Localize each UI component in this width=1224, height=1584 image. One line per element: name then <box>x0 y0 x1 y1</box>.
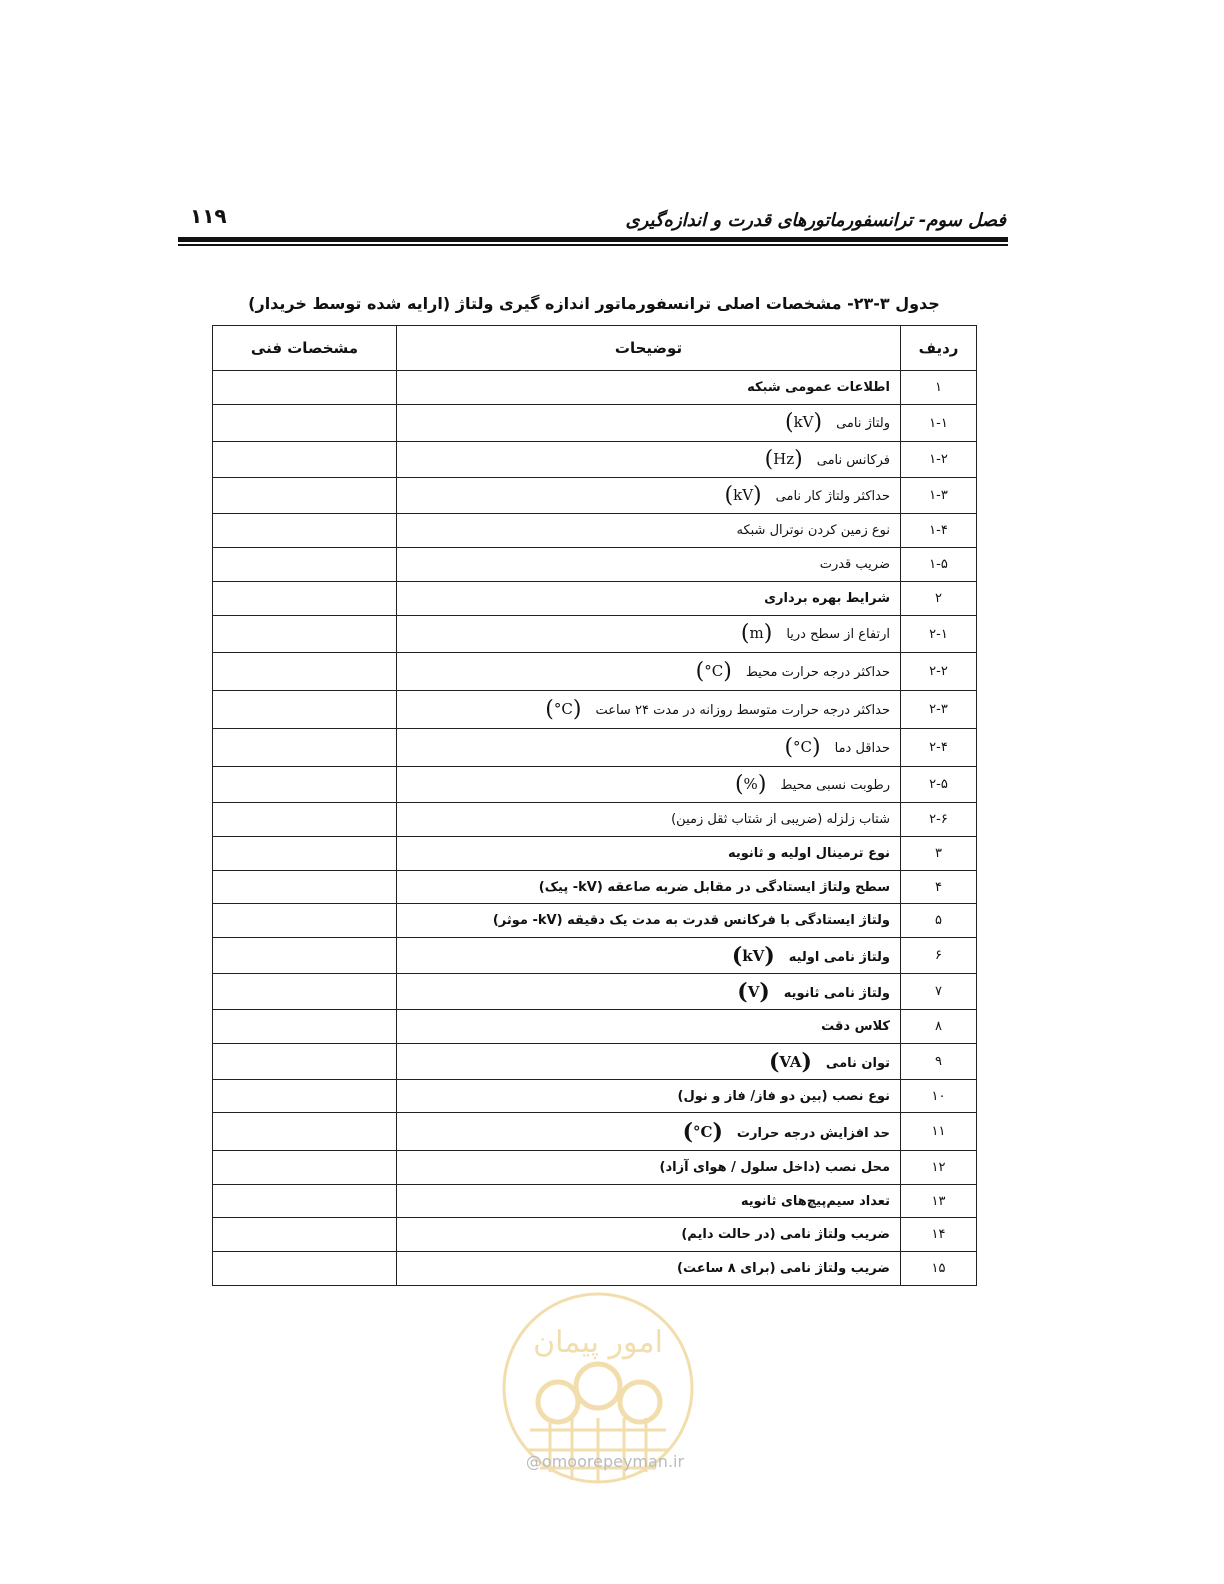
row-description-text: ولتاژ نامی <box>836 416 890 431</box>
row-technical-spec <box>213 938 397 974</box>
column-header-technical-specs: مشخصات فنی <box>213 326 397 371</box>
row-number: ۱۳ <box>901 1185 977 1218</box>
unit-label: (VA) <box>768 1048 812 1075</box>
row-technical-spec <box>213 1151 397 1185</box>
row-technical-spec <box>213 478 397 514</box>
row-technical-spec <box>213 616 397 653</box>
row-technical-spec <box>213 582 397 616</box>
unit-label: (Hz) <box>764 446 803 472</box>
row-description <box>397 1010 901 1044</box>
table-row <box>213 478 977 514</box>
row-description <box>397 514 901 548</box>
table-row <box>213 371 977 405</box>
header-rule <box>178 237 1008 242</box>
table-row <box>213 405 977 442</box>
unit-label: (kV) <box>784 410 823 435</box>
row-description <box>397 405 901 442</box>
table-row <box>213 938 977 974</box>
row-description-text: رطوبت نسبی محیط <box>780 777 890 793</box>
row-number: ۱۰ <box>901 1080 977 1113</box>
column-header-description: توضیحات <box>397 326 901 371</box>
table-row <box>213 1185 977 1218</box>
row-description-text: ارتفاع از سطح دریا <box>786 627 890 642</box>
table-row <box>213 548 977 582</box>
row-description-text: تعداد سیم‌پیچ‌های ثانویه <box>740 1193 890 1209</box>
table-row <box>213 837 977 871</box>
unit-value: °C <box>793 737 813 756</box>
spec-table <box>212 325 977 1286</box>
row-description-text: نوع نصب (بین دو فاز/ فاز و نول) <box>677 1088 890 1104</box>
unit-label: (kV) <box>731 942 775 969</box>
row-description <box>397 837 901 871</box>
row-description <box>397 974 901 1010</box>
row-description-text: سطح ولتاژ ایستادگی در مقابل ضربه صاعقه (kV- پیک) <box>538 879 890 895</box>
row-description <box>397 1185 901 1218</box>
table-row <box>213 514 977 548</box>
row-technical-spec <box>213 653 397 691</box>
table-row <box>213 1113 977 1151</box>
row-technical-spec <box>213 729 397 767</box>
row-number: ۶ <box>901 938 977 974</box>
row-number: ۱-۲ <box>901 442 977 478</box>
row-technical-spec <box>213 1080 397 1113</box>
row-description <box>397 691 901 729</box>
row-number: ۳ <box>901 837 977 871</box>
row-description <box>397 371 901 405</box>
row-technical-spec <box>213 1010 397 1044</box>
row-description <box>397 442 901 478</box>
table-row <box>213 1044 977 1080</box>
watermark-logo-text: امور پیمان <box>533 1325 663 1360</box>
row-technical-spec <box>213 904 397 938</box>
row-technical-spec <box>213 837 397 871</box>
row-number: ۱-۳ <box>901 478 977 514</box>
unit-label: (%) <box>734 771 767 797</box>
unit-label: (m) <box>740 621 773 646</box>
row-technical-spec <box>213 803 397 837</box>
table-row <box>213 767 977 803</box>
row-number: ۲-۱ <box>901 616 977 653</box>
table-row <box>213 1010 977 1044</box>
table-row <box>213 871 977 904</box>
table-row <box>213 904 977 938</box>
header-rule-thin <box>178 244 1008 246</box>
row-description <box>397 653 901 691</box>
row-description-text: ولتاژ نامی ثانویه <box>783 985 890 1001</box>
row-description-text: شرایط بهره برداری <box>764 591 890 606</box>
table-row <box>213 691 977 729</box>
row-technical-spec <box>213 1113 397 1151</box>
row-description <box>397 548 901 582</box>
table-row <box>213 1080 977 1113</box>
row-description <box>397 767 901 803</box>
row-number: ۹ <box>901 1044 977 1080</box>
row-technical-spec <box>213 974 397 1010</box>
row-number: ۲ <box>901 582 977 616</box>
row-description <box>397 871 901 904</box>
row-number: ۴ <box>901 871 977 904</box>
row-technical-spec <box>213 1252 397 1286</box>
row-description <box>397 1113 901 1151</box>
unit-value: kV <box>733 485 754 504</box>
row-number: ۲-۲ <box>901 653 977 691</box>
row-description-text: نوع ترمینال اولیه و ثانویه <box>727 846 890 861</box>
row-number: ۱ <box>901 371 977 405</box>
table-row <box>213 442 977 478</box>
row-technical-spec <box>213 1044 397 1080</box>
table-row <box>213 582 977 616</box>
row-technical-spec <box>213 442 397 478</box>
table-caption: جدول ۳-۲۳- مشخصات اصلی ترانسفورماتور اندازه گیری ولتاژ (ارایه شده توسط خریدار) <box>248 294 940 313</box>
row-description-text: حداکثر ولتاژ کار نامی <box>775 488 890 504</box>
row-description-text: ضریب ولتاژ نامی (در حالت دایم) <box>681 1227 890 1242</box>
row-description-text: حداقل دما <box>834 740 890 756</box>
row-technical-spec <box>213 1218 397 1252</box>
row-description <box>397 904 901 938</box>
row-number: ۱۵ <box>901 1252 977 1286</box>
column-header-row-number: ردیف <box>901 326 977 371</box>
row-description <box>397 1151 901 1185</box>
row-description <box>397 1044 901 1080</box>
table-row <box>213 974 977 1010</box>
row-description-text: ضریب ولتاژ نامی (برای ۸ ساعت) <box>677 1261 890 1276</box>
unit-value: V <box>747 982 760 1001</box>
unit-label: (°C) <box>545 696 582 722</box>
table-row <box>213 1218 977 1252</box>
row-number: ۷ <box>901 974 977 1010</box>
unit-value: % <box>743 774 758 793</box>
row-number: ۲-۴ <box>901 729 977 767</box>
row-description-text: فرکانس نامی <box>816 452 890 468</box>
unit-value: m <box>749 624 764 642</box>
unit-value: °C <box>693 1122 713 1141</box>
row-description <box>397 1252 901 1286</box>
table-row <box>213 653 977 691</box>
row-description <box>397 478 901 514</box>
row-description <box>397 582 901 616</box>
row-number: ۱-۵ <box>901 548 977 582</box>
row-number: ۸ <box>901 1010 977 1044</box>
unit-label: (°C) <box>695 658 732 684</box>
table-row <box>213 1151 977 1185</box>
unit-label: (°C) <box>682 1118 723 1145</box>
row-number: ۱۴ <box>901 1218 977 1252</box>
row-description-text: ولتاژ نامی اولیه <box>788 949 890 965</box>
row-description-text: ولتاژ ایستادگی با فرکانس قدرت به مدت یک دقیقه (kV- موثر) <box>492 913 890 928</box>
row-number: ۱۲ <box>901 1151 977 1185</box>
unit-value: VA <box>779 1052 802 1071</box>
row-description-text: حداکثر درجه حرارت محیط <box>745 664 890 680</box>
row-number: ۱۱ <box>901 1113 977 1151</box>
unit-value: °C <box>704 661 724 680</box>
row-technical-spec <box>213 691 397 729</box>
row-description-text: ضریب قدرت <box>819 557 890 572</box>
row-number: ۵ <box>901 904 977 938</box>
row-technical-spec <box>213 767 397 803</box>
unit-label: (kV) <box>724 482 762 508</box>
row-description-text: حداکثر درجه حرارت متوسط روزانه در مدت ۲۴ ساعت <box>595 702 890 718</box>
row-description-text: کلاس دقت <box>821 1019 890 1034</box>
row-number: ۲-۶ <box>901 803 977 837</box>
row-technical-spec <box>213 371 397 405</box>
row-description <box>397 729 901 767</box>
table-row <box>213 1252 977 1286</box>
unit-value: kV <box>793 413 814 431</box>
watermark-url: @omoorepeyman.ir <box>525 1452 685 1471</box>
row-description-text: اطلاعات عمومی شبکه <box>747 380 890 395</box>
row-description <box>397 803 901 837</box>
unit-value: Hz <box>773 449 795 468</box>
row-description <box>397 1218 901 1252</box>
unit-label: (°C) <box>784 734 821 760</box>
unit-value: °C <box>553 699 573 718</box>
row-description-text: شتاب زلزله (ضریبی از شتاب ثقل زمین) <box>671 812 890 827</box>
row-technical-spec <box>213 1185 397 1218</box>
row-number: ۱-۴ <box>901 514 977 548</box>
table-header-row <box>213 326 977 371</box>
row-description <box>397 938 901 974</box>
row-description <box>397 616 901 653</box>
table-row <box>213 803 977 837</box>
table-row <box>213 616 977 653</box>
table-row <box>213 729 977 767</box>
row-technical-spec <box>213 871 397 904</box>
running-head: فصل سوم- ترانسفورماتورهای قدرت و اندازه‌گیری <box>625 210 1006 231</box>
row-technical-spec <box>213 548 397 582</box>
row-description-text: حد افزایش درجه حرارت <box>736 1125 890 1141</box>
row-description-text: توان نامی <box>825 1055 890 1071</box>
row-number: ۱-۱ <box>901 405 977 442</box>
unit-label: (V) <box>737 978 770 1005</box>
row-description <box>397 1080 901 1113</box>
row-description-text: نوع زمین کردن نوترال شبکه <box>736 523 890 538</box>
row-number: ۲-۳ <box>901 691 977 729</box>
row-number: ۲-۵ <box>901 767 977 803</box>
unit-value: kV <box>742 946 765 965</box>
row-technical-spec <box>213 514 397 548</box>
row-technical-spec <box>213 405 397 442</box>
row-description-text: محل نصب (داخل سلول / هوای آزاد) <box>659 1160 890 1175</box>
page-number: ۱۱۹ <box>190 204 227 228</box>
